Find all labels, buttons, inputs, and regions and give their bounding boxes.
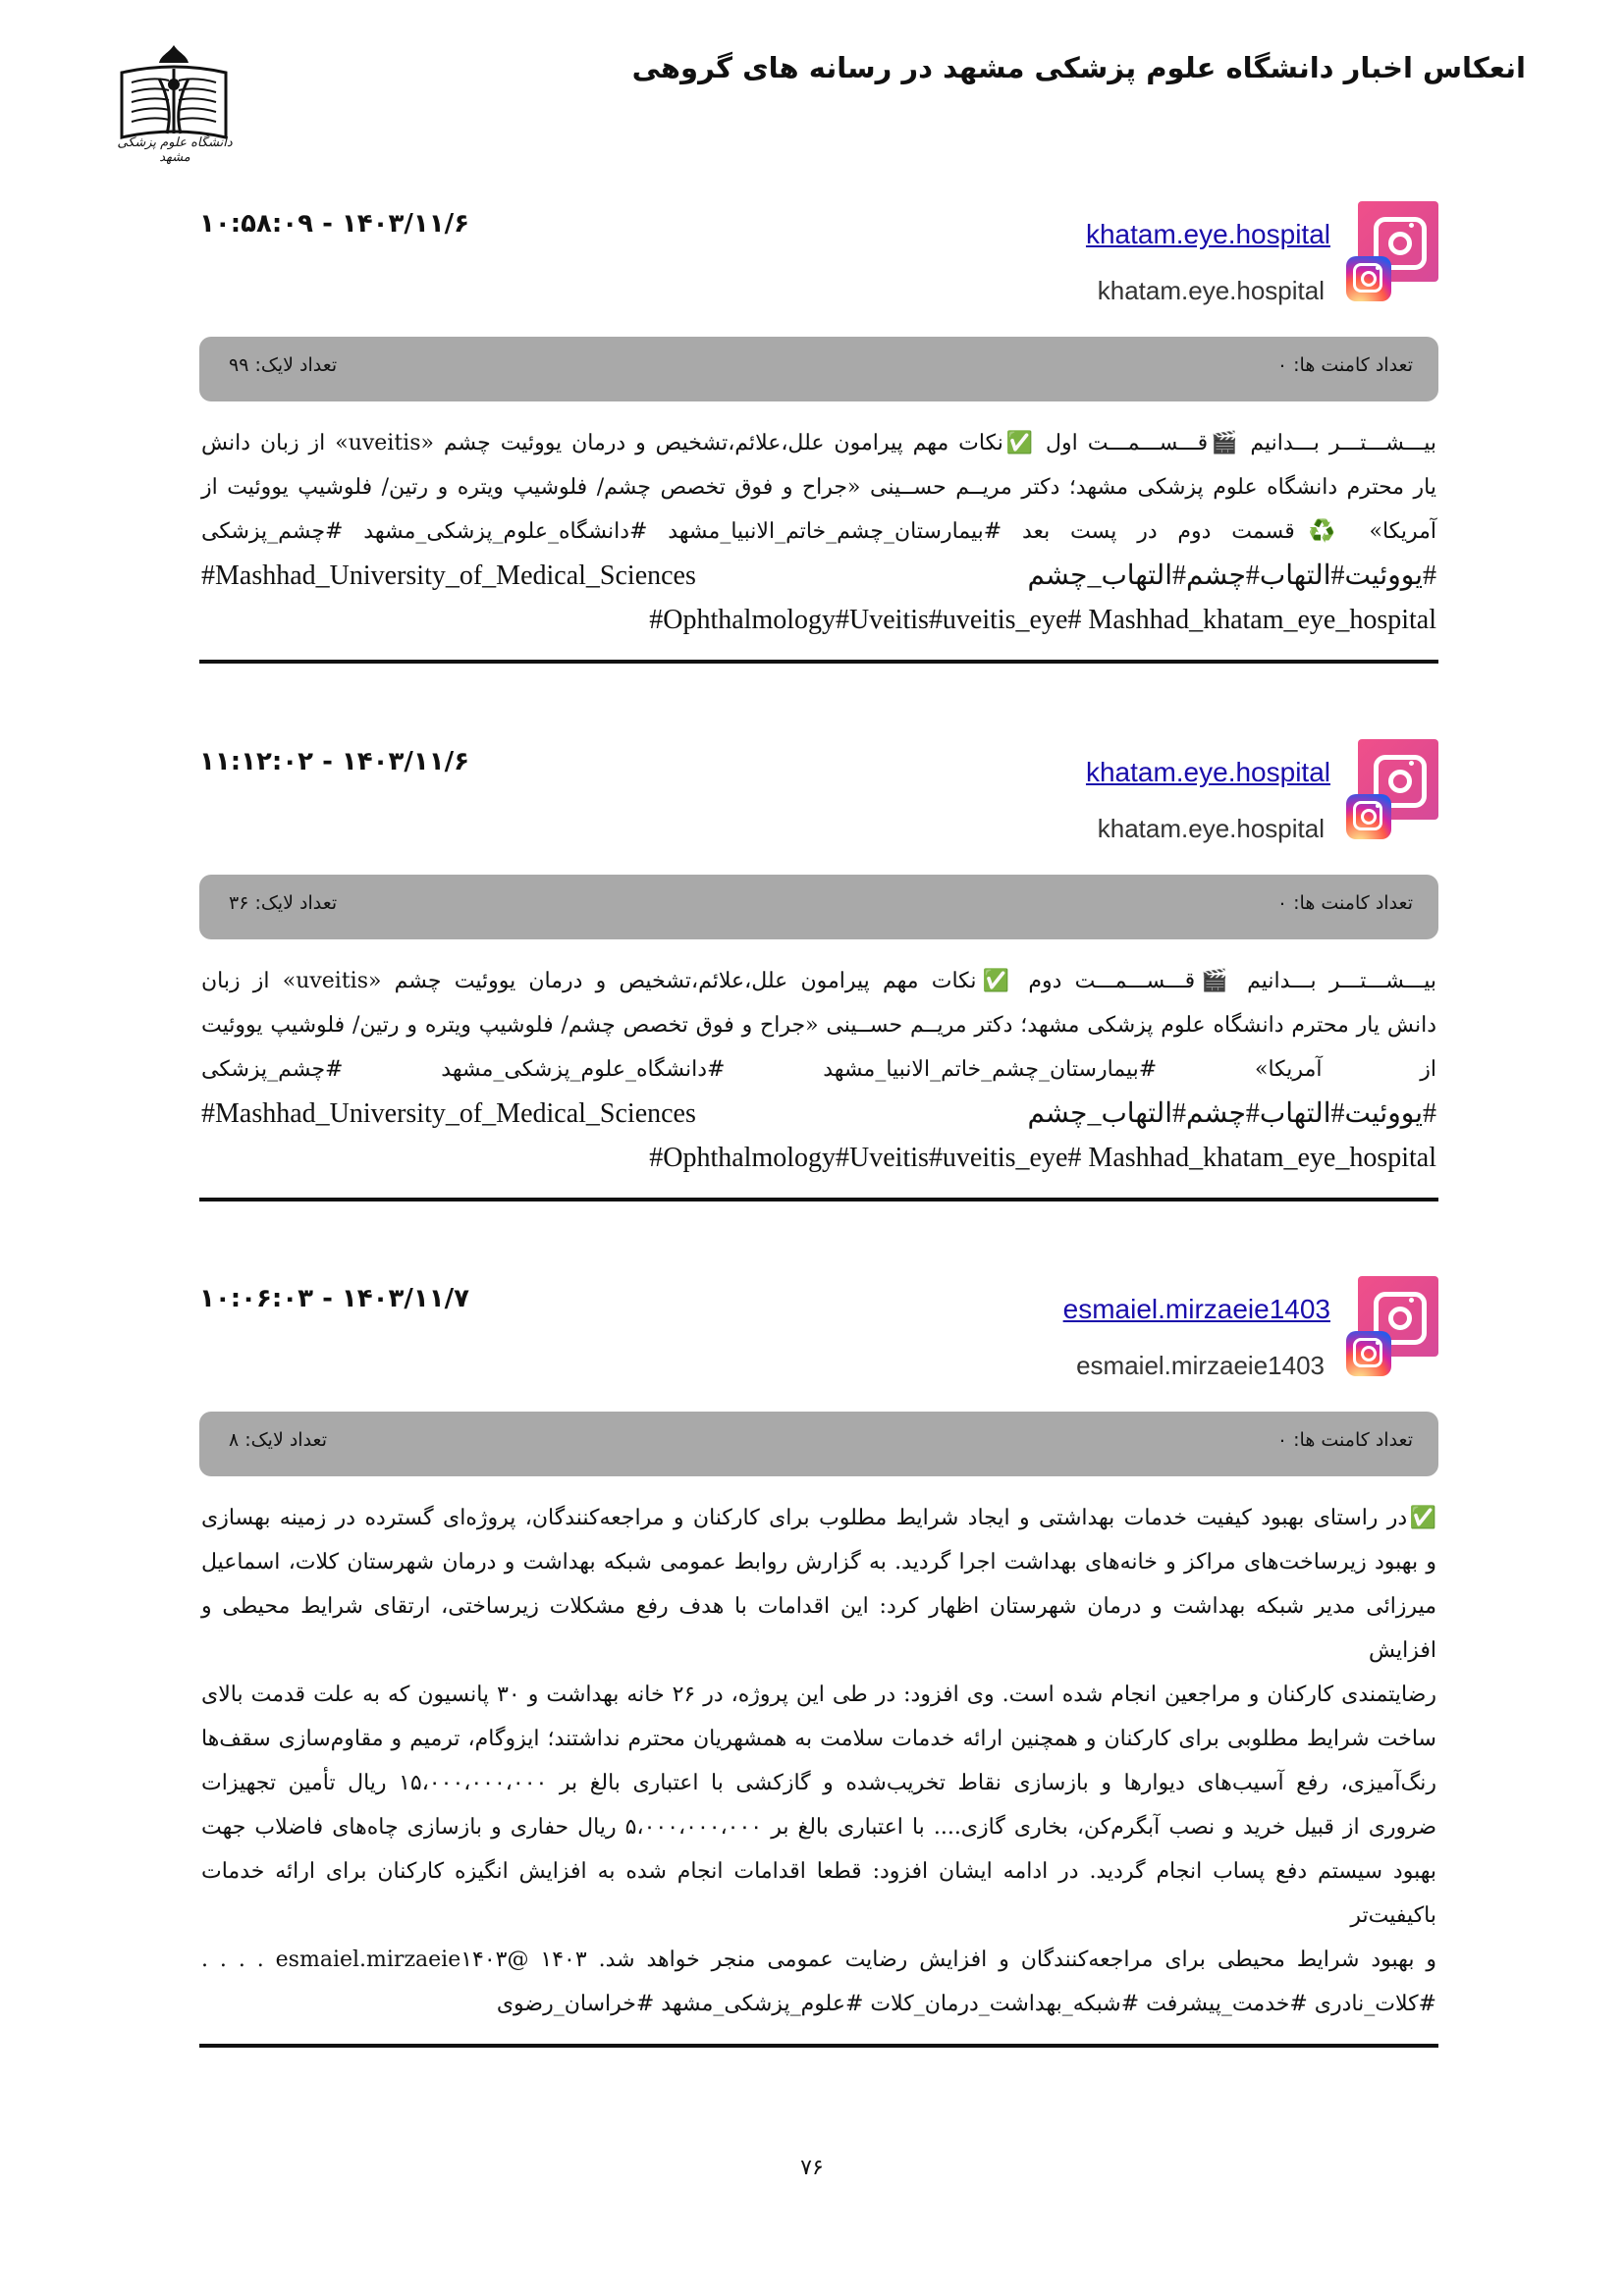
account-name: esmaiel.mirzaeie1403 <box>1076 1351 1325 1380</box>
post-date: ۱۴۰۳/۱۱/۷ - ۱۰:۰۶:۰۳ <box>199 1284 469 1313</box>
post-text <box>199 959 1438 1180</box>
post-text-line: میرزائی مدیر شبکه بهداشت و درمان شهرستان اظهار کرد: این اقدامات با هدف رفع مشکلات زیرساختی، ارتقای شرایط محیطی و افزایش <box>201 1594 1436 1663</box>
post-3 <box>199 1276 1438 2048</box>
instagram-small-icon <box>1346 256 1391 301</box>
post-date: ۱۴۰۳/۱۱/۶ - ۱۰:۵۸:۰۹ <box>199 209 469 239</box>
post-date: ۱۴۰۳/۱۱/۶ - ۱۱:۱۲:۰۲ <box>199 747 469 776</box>
post-text-line: Ophthalmology#Uveitis#uveitis_eye# Mashhad_khatam_eye_hospital# <box>649 1143 1436 1173</box>
post-text-line: بیـــشـــتـــر بـــدانیم 🎬قـــســـمـــت دوم ✅نکات مهم پیرامون علل،علائم،تشخیص و درمان یووئیت چشم «uveitis» از زبان <box>201 969 1436 993</box>
post-text-line: #کلات_نادری #خدمت_پیشرفت #شبکه_بهداشت_درمان_کلات #علوم_پزشکی_مشهد #خراسان_رضوی <box>496 1992 1436 2016</box>
post-text-line: و بهبود شرایط محیطی برای مراجعه‌کنندگان و افزایش رضایت عمومی منجر خواهد شد. ۱۴۰۳ @esmaiel.mirzaeie۱۴۰۳ . . . . <box>201 1948 1436 1972</box>
stats-bar <box>199 875 1438 939</box>
post-text <box>199 421 1438 642</box>
post-1 <box>199 201 1438 664</box>
instagram-small-icon <box>1346 794 1391 839</box>
post-text-line: ✅در راستای بهبود کیفیت خدمات بهداشتی و ایجاد شرایط مطلوب برای کارکنان و مراجعه‌کنندگان، پروژه‌ای گسترده در زمینه بهسازی <box>201 1506 1436 1530</box>
divider <box>199 660 1438 664</box>
like-count: تعداد لایک: ۳۶ <box>229 892 338 914</box>
post-text-line: رنگ‌آمیزی، رفع آسیب‌های دیوارها و بازسازی نقاط تخریب‌شده و گازکشی با اعتباری بالغ بر ۱۵،۰۰۰،۰۰۰،۰۰۰ ریال تأمین تجهیزات <box>201 1771 1436 1795</box>
stats-bar <box>199 1412 1438 1476</box>
post-header <box>199 201 1438 339</box>
account-link[interactable]: esmaiel.mirzaeie1403 <box>1062 1294 1330 1324</box>
divider <box>199 2044 1438 2048</box>
page-number: ۷۶ <box>800 2156 824 2180</box>
post-text-line: و بهبود زیرساخت‌های مراکز و خانه‌های بهداشت اجرا گردید. به گزارش روابط عمومی شبکه بهداشت و درمان شهرستان کلات، اسماعیل <box>201 1550 1436 1575</box>
like-count: تعداد لایک: ۹۹ <box>229 354 338 376</box>
post-text-line: #یووئیت#التهاب#چشم#التهاب_چشم Mashhad_University_of_Medical_Sciences# <box>201 1098 1436 1129</box>
post-header <box>199 1276 1438 1414</box>
stats-bar <box>199 337 1438 401</box>
post-text <box>199 1496 1438 2026</box>
like-count: تعداد لایک: ۸ <box>229 1429 327 1451</box>
account-name: khatam.eye.hospital <box>1097 276 1325 305</box>
post-text-line: #یووئیت#التهاب#چشم#التهاب_چشم Mashhad_University_of_Medical_Sciences# <box>201 561 1436 591</box>
post-text-line: بیـــشـــتـــر بـــدانیم 🎬قـــســـمـــت اول ✅نکات مهم پیرامون علل،علائم،تشخیص و درمان یووئیت چشم «uveitis» از زبان دانش <box>201 431 1436 455</box>
post-text-line: ساخت شرایط مطلوبی برای کارکنان و همچنین ارائه خدمات سلامت به همشهریان محترم نداشتند؛ ایزوگام، ترمیم و مقاوم‌سازی سقف‌ها <box>201 1727 1436 1751</box>
divider <box>199 1198 1438 1201</box>
post-text-line: یار محترم دانشگاه علوم پزشکی مشهد؛ دکتر مریــم حســینی «جراح و فوق تخصص چشم/ فلوشیپ ویتره و رتین/ فلوشیپ یووئیت از <box>201 475 1437 500</box>
post-text-line: بهبود سیستم دفع پساب انجام گردید. در ادامه ایشان افزود: قطعا اقدامات انجام شده به افزایش انگیزه کارکنان برای ارائه خدمات باکیفیت‌تر <box>201 1859 1436 1928</box>
comment-count: تعداد کامنت ها: ۰ <box>1276 1429 1413 1451</box>
post-text-line: ضروری از قبیل خرید و نصب آبگرم‌کن، بخاری گازی.... با اعتباری بالغ بر ۵،۰۰۰،۰۰۰،۰۰۰ ریال حفاری و بازسازی چاه‌های فاضلاب جهت <box>201 1815 1436 1840</box>
logo-caption: دانشگاه علوم پزشکی مشهد <box>117 135 233 165</box>
account-link[interactable]: khatam.eye.hospital <box>1085 219 1330 249</box>
comment-count: تعداد کامنت ها: ۰ <box>1276 892 1413 914</box>
post-text-line: از آمریکا» #بیمارستان_چشم_خاتم_الانبیا_مشهد #دانشگاه_علوم_پزشکی_مشهد #چشم_پزشکی <box>201 1057 1436 1082</box>
comment-count: تعداد کامنت ها: ۰ <box>1276 354 1413 376</box>
page-title: انعکاس اخبار دانشگاه علوم پزشکی مشهد در رسانه های گروهی <box>631 51 1526 84</box>
account-name: khatam.eye.hospital <box>1097 814 1325 843</box>
account-link[interactable]: khatam.eye.hospital <box>1085 757 1330 787</box>
post-text-line: رضایتمندی کارکنان و مراجعین انجام شده است. وی افزود: در طی این پروژه، در ۲۶ خانه بهداشت و ۳۰ پانسیون که به علت قدمت بالای <box>201 1682 1437 1707</box>
post-2 <box>199 739 1438 1201</box>
instagram-small-icon <box>1346 1331 1391 1376</box>
post-text-line: آمریکا» ♻️قسمت دوم در پست بعد #بیمارستان_چشم_خاتم_الانبیا_مشهد #دانشگاه_علوم_پزشکی_مشهد #چشم_پزشکی <box>201 519 1436 544</box>
post-text-line: دانش یار محترم دانشگاه علوم پزشکی مشهد؛ دکتر مریــم حســینی «جراح و فوق تخصص چشم/ فلوشیپ ویتره و رتین/ فلوشیپ یووئیت <box>201 1013 1437 1038</box>
post-header <box>199 739 1438 877</box>
post-text-line: Ophthalmology#Uveitis#uveitis_eye# Mashhad_khatam_eye_hospital# <box>649 605 1436 635</box>
